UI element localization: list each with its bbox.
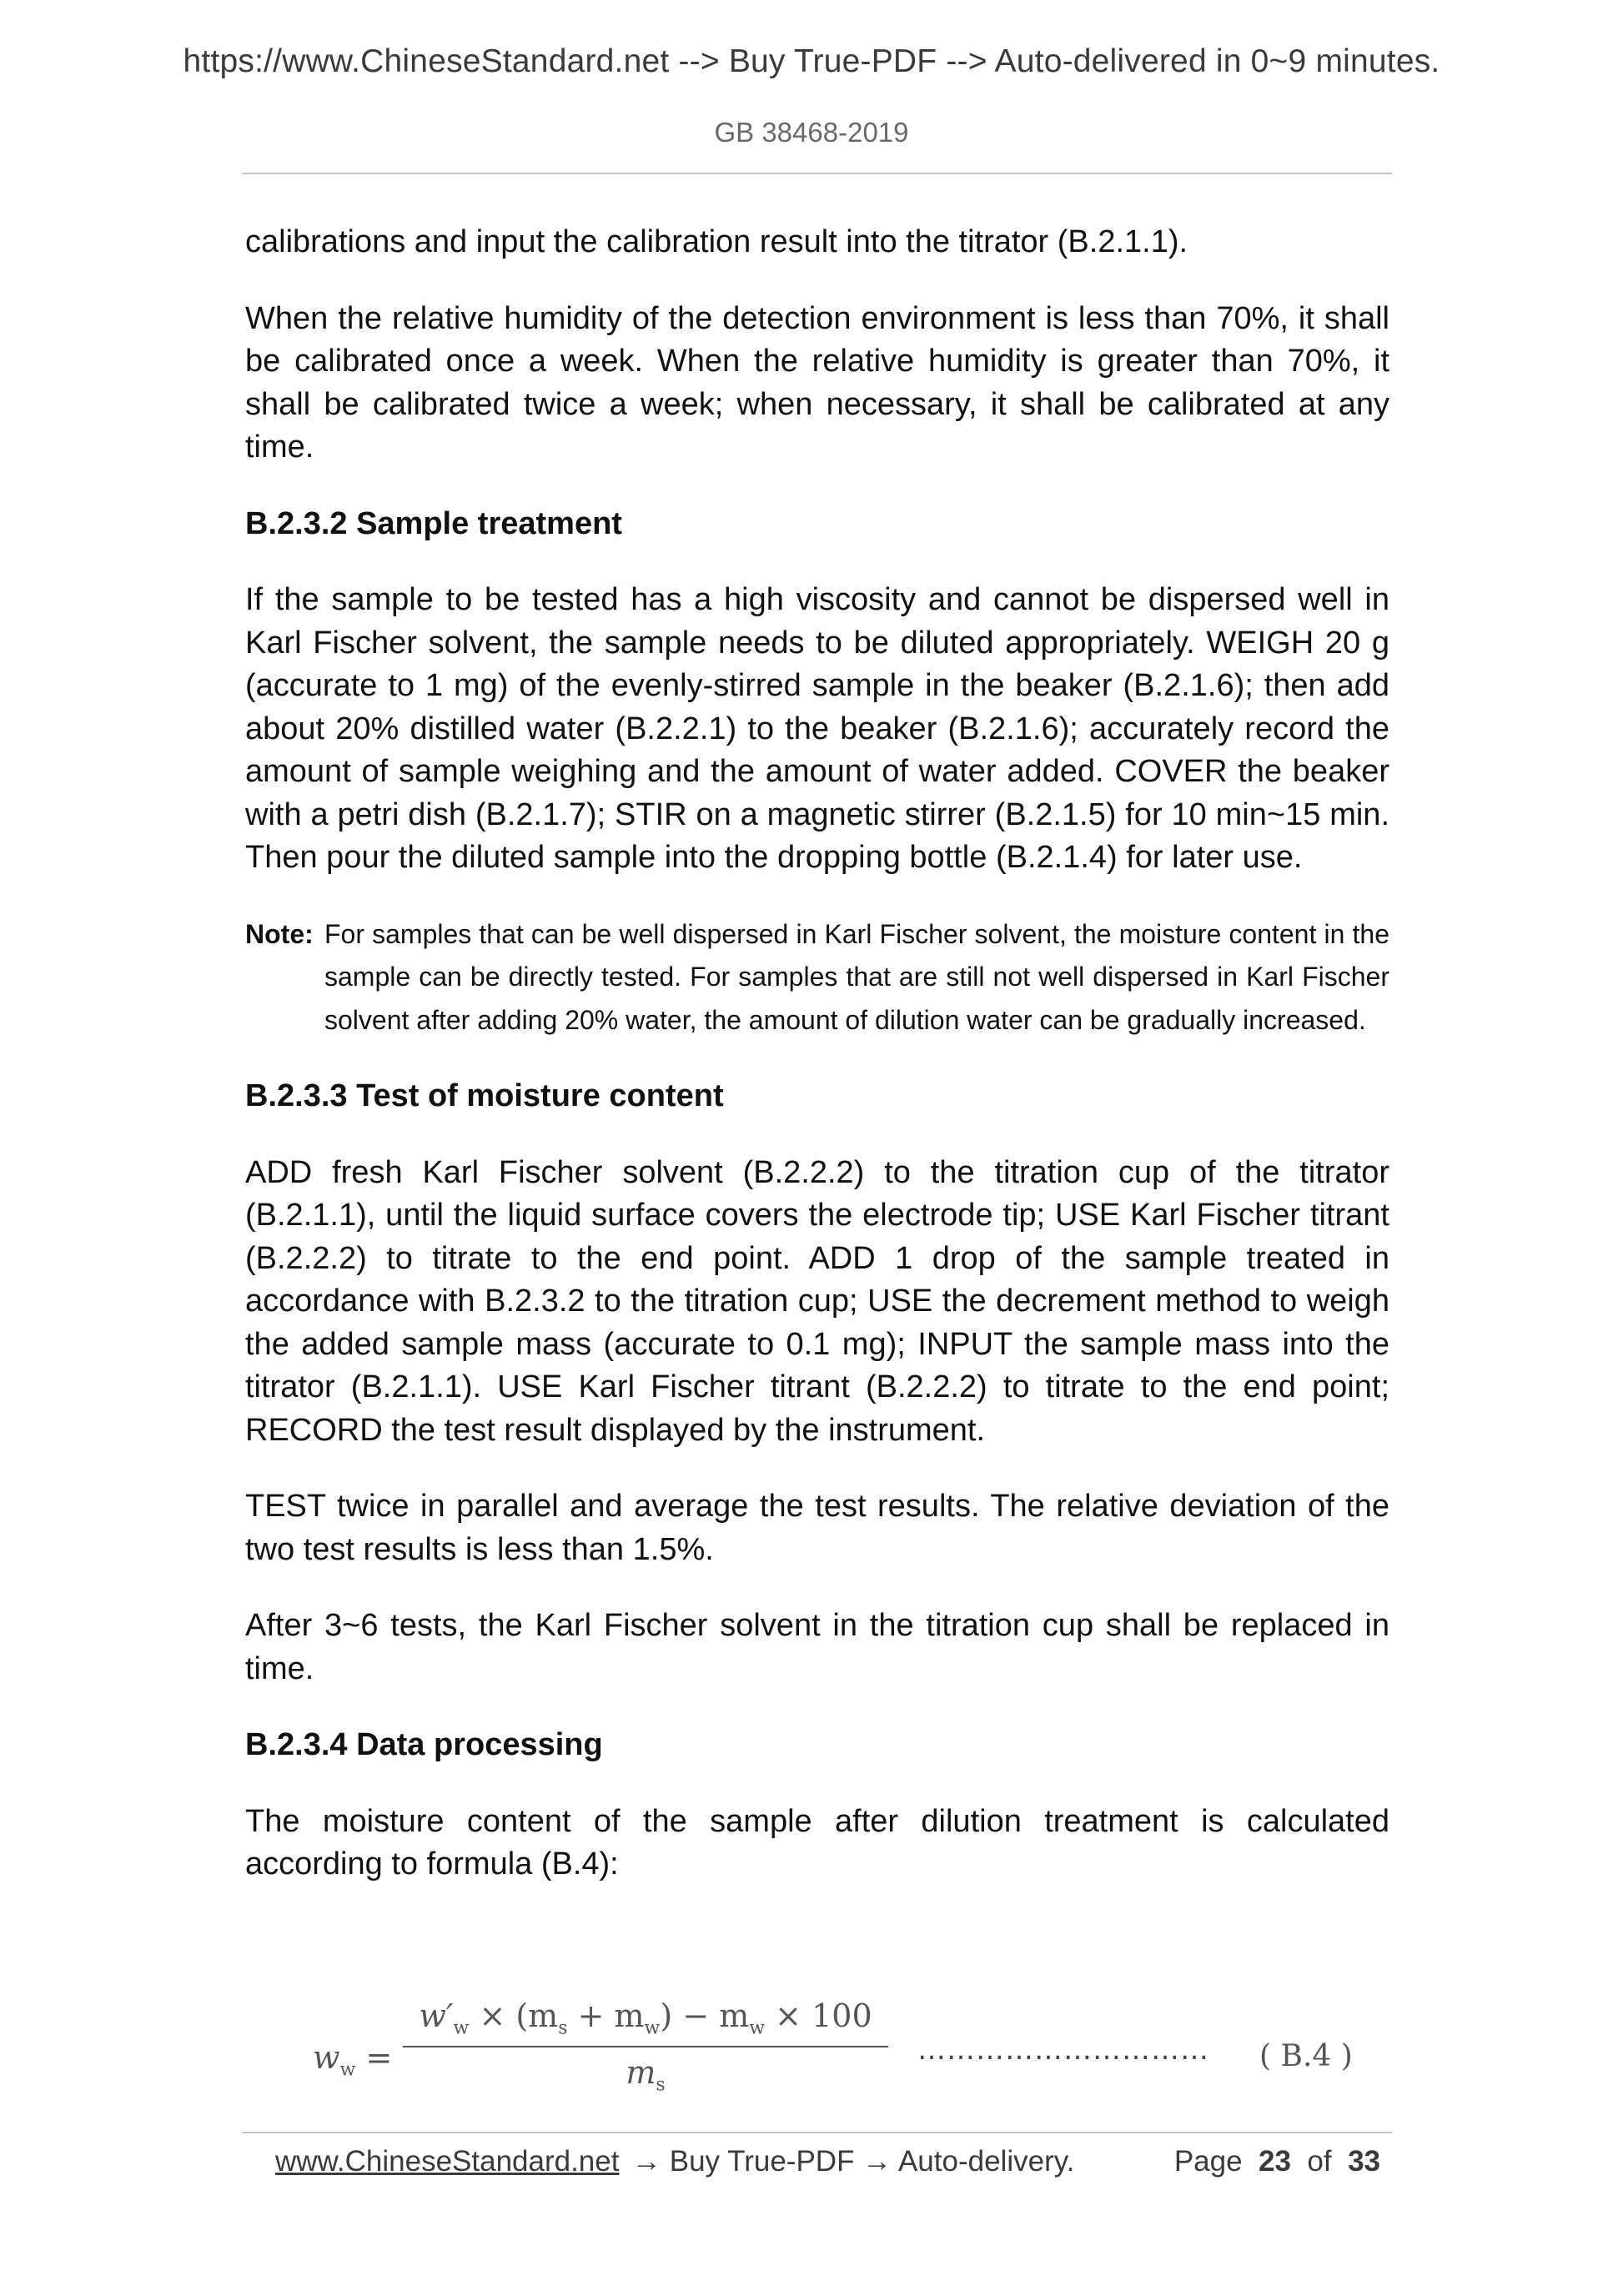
paragraph-moisture-test: ADD fresh Karl Fischer solvent (B.2.2.2) to the titration cup of the titrator (B.2.1.1), until the liquid surface covers the electrode tip; USE Karl Fischer titrant (B.2.2.2) to titrate to the end point. ADD 1 drop of the sample treated in accordance with B.2.3.2 to the titration cup; USE the decrement method to weigh the added sample mass (accurate to 0.1 mg); INPUT the sample mass into the titrator (B.2.1.1). USE Karl Fischer titrant (B.2.2.2) to titrate to the end point; RECORD the test result displayed by the instrument. — [245, 1154, 1389, 1448]
note-text: For samples that can be well dispersed in Karl Fischer solvent, the moisture content in the sample can be directly tested. For samples that are still not well dispersed in Karl Fischer solvent after adding 20% water, the amount of dilution water can be gradually increased. — [324, 918, 1389, 1035]
page-indicator: Page 23 of 33 — [1173, 2145, 1380, 2178]
formula-fraction-bar — [403, 2046, 888, 2047]
paragraph-parallel-test: TEST twice in parallel and average the test results. The relative deviation of the two test results is less than 1.5%. — [245, 1489, 1389, 1567]
heading-sample-treatment: B.2.3.2 Sample treatment — [245, 505, 622, 541]
document-body — [245, 221, 1389, 1920]
paragraph-calibration-continuation: calibrations and input the calibration result into the titrator (B.2.1.1). — [245, 224, 1188, 259]
page-total: 33 — [1348, 2145, 1380, 2178]
formula-b4 — [313, 1997, 1389, 2114]
footer-promo: → Buy True-PDF → Auto-delivery. — [632, 2145, 1075, 2178]
formula-lhs: $w_w$ = — [313, 2039, 393, 2081]
top-banner[interactable]: https://www.ChineseStandard.net --> Buy True-PDF --> Auto-delivered in 0~9 minutes. — [183, 43, 1440, 79]
paragraph-replace-solvent: After 3~6 tests, the Karl Fischer solvent in the titration cup shall be replaced in time. — [245, 1608, 1389, 1686]
paragraph-humidity: When the relative humidity of the detection environment is less than 70%, it shall be calibrated once a week. When the relative humidity is greater than 70%, it shall be calibrated twice a week; when necessary, it shall be calibrated at any time. — [245, 300, 1389, 465]
formula-fraction — [403, 1997, 888, 2096]
paragraph-sample-treatment: If the sample to be tested has a high viscosity and cannot be dispersed well in Karl Fischer solvent, the sample needs to be diluted appropriately. WEIGH 20 g (accurate to 1 mg) of the evenly-stirred sample in the beaker (B.2.1.6); then add about 20% distilled water (B.2.2.1) to the beaker (B.2.1.6); accurately record the amount of sample weighing and the amount of water added. COVER the beaker with a petri dish (B.2.1.7); STIR on a magnetic stirrer (B.2.1.5) for 10 min~15 min. Then pour the diluted sample into the dropping bottle (B.2.1.4) for later use. — [245, 582, 1389, 875]
footer — [242, 2145, 1392, 2187]
page-current: 23 — [1259, 2145, 1291, 2178]
heading-data-processing: B.2.3.4 Data processing — [245, 1727, 603, 1762]
footer-divider — [242, 2132, 1392, 2133]
standard-number: GB 38468-2019 — [714, 117, 909, 148]
note-label: Note: — [245, 918, 314, 949]
formula-numerator: $w'_w \times (m_s + m_w) - m_w \times 100$ — [419, 1997, 872, 2039]
header-divider — [242, 173, 1392, 174]
footer-site-link[interactable]: www.ChineseStandard.net — [275, 2145, 620, 2178]
formula-denominator: $m_s$ — [626, 2054, 666, 2096]
heading-moisture-test: B.2.3.3 Test of moisture content — [245, 1078, 724, 1113]
formula-reference: ( B.4 ) — [1259, 2039, 1353, 2073]
formula-leader-dots: ………………………… — [917, 2033, 1209, 2067]
note — [245, 913, 1389, 1042]
paragraph-data-processing: The moisture content of the sample after dilution treatment is calculated according to formula (B.4): — [245, 1803, 1389, 1882]
